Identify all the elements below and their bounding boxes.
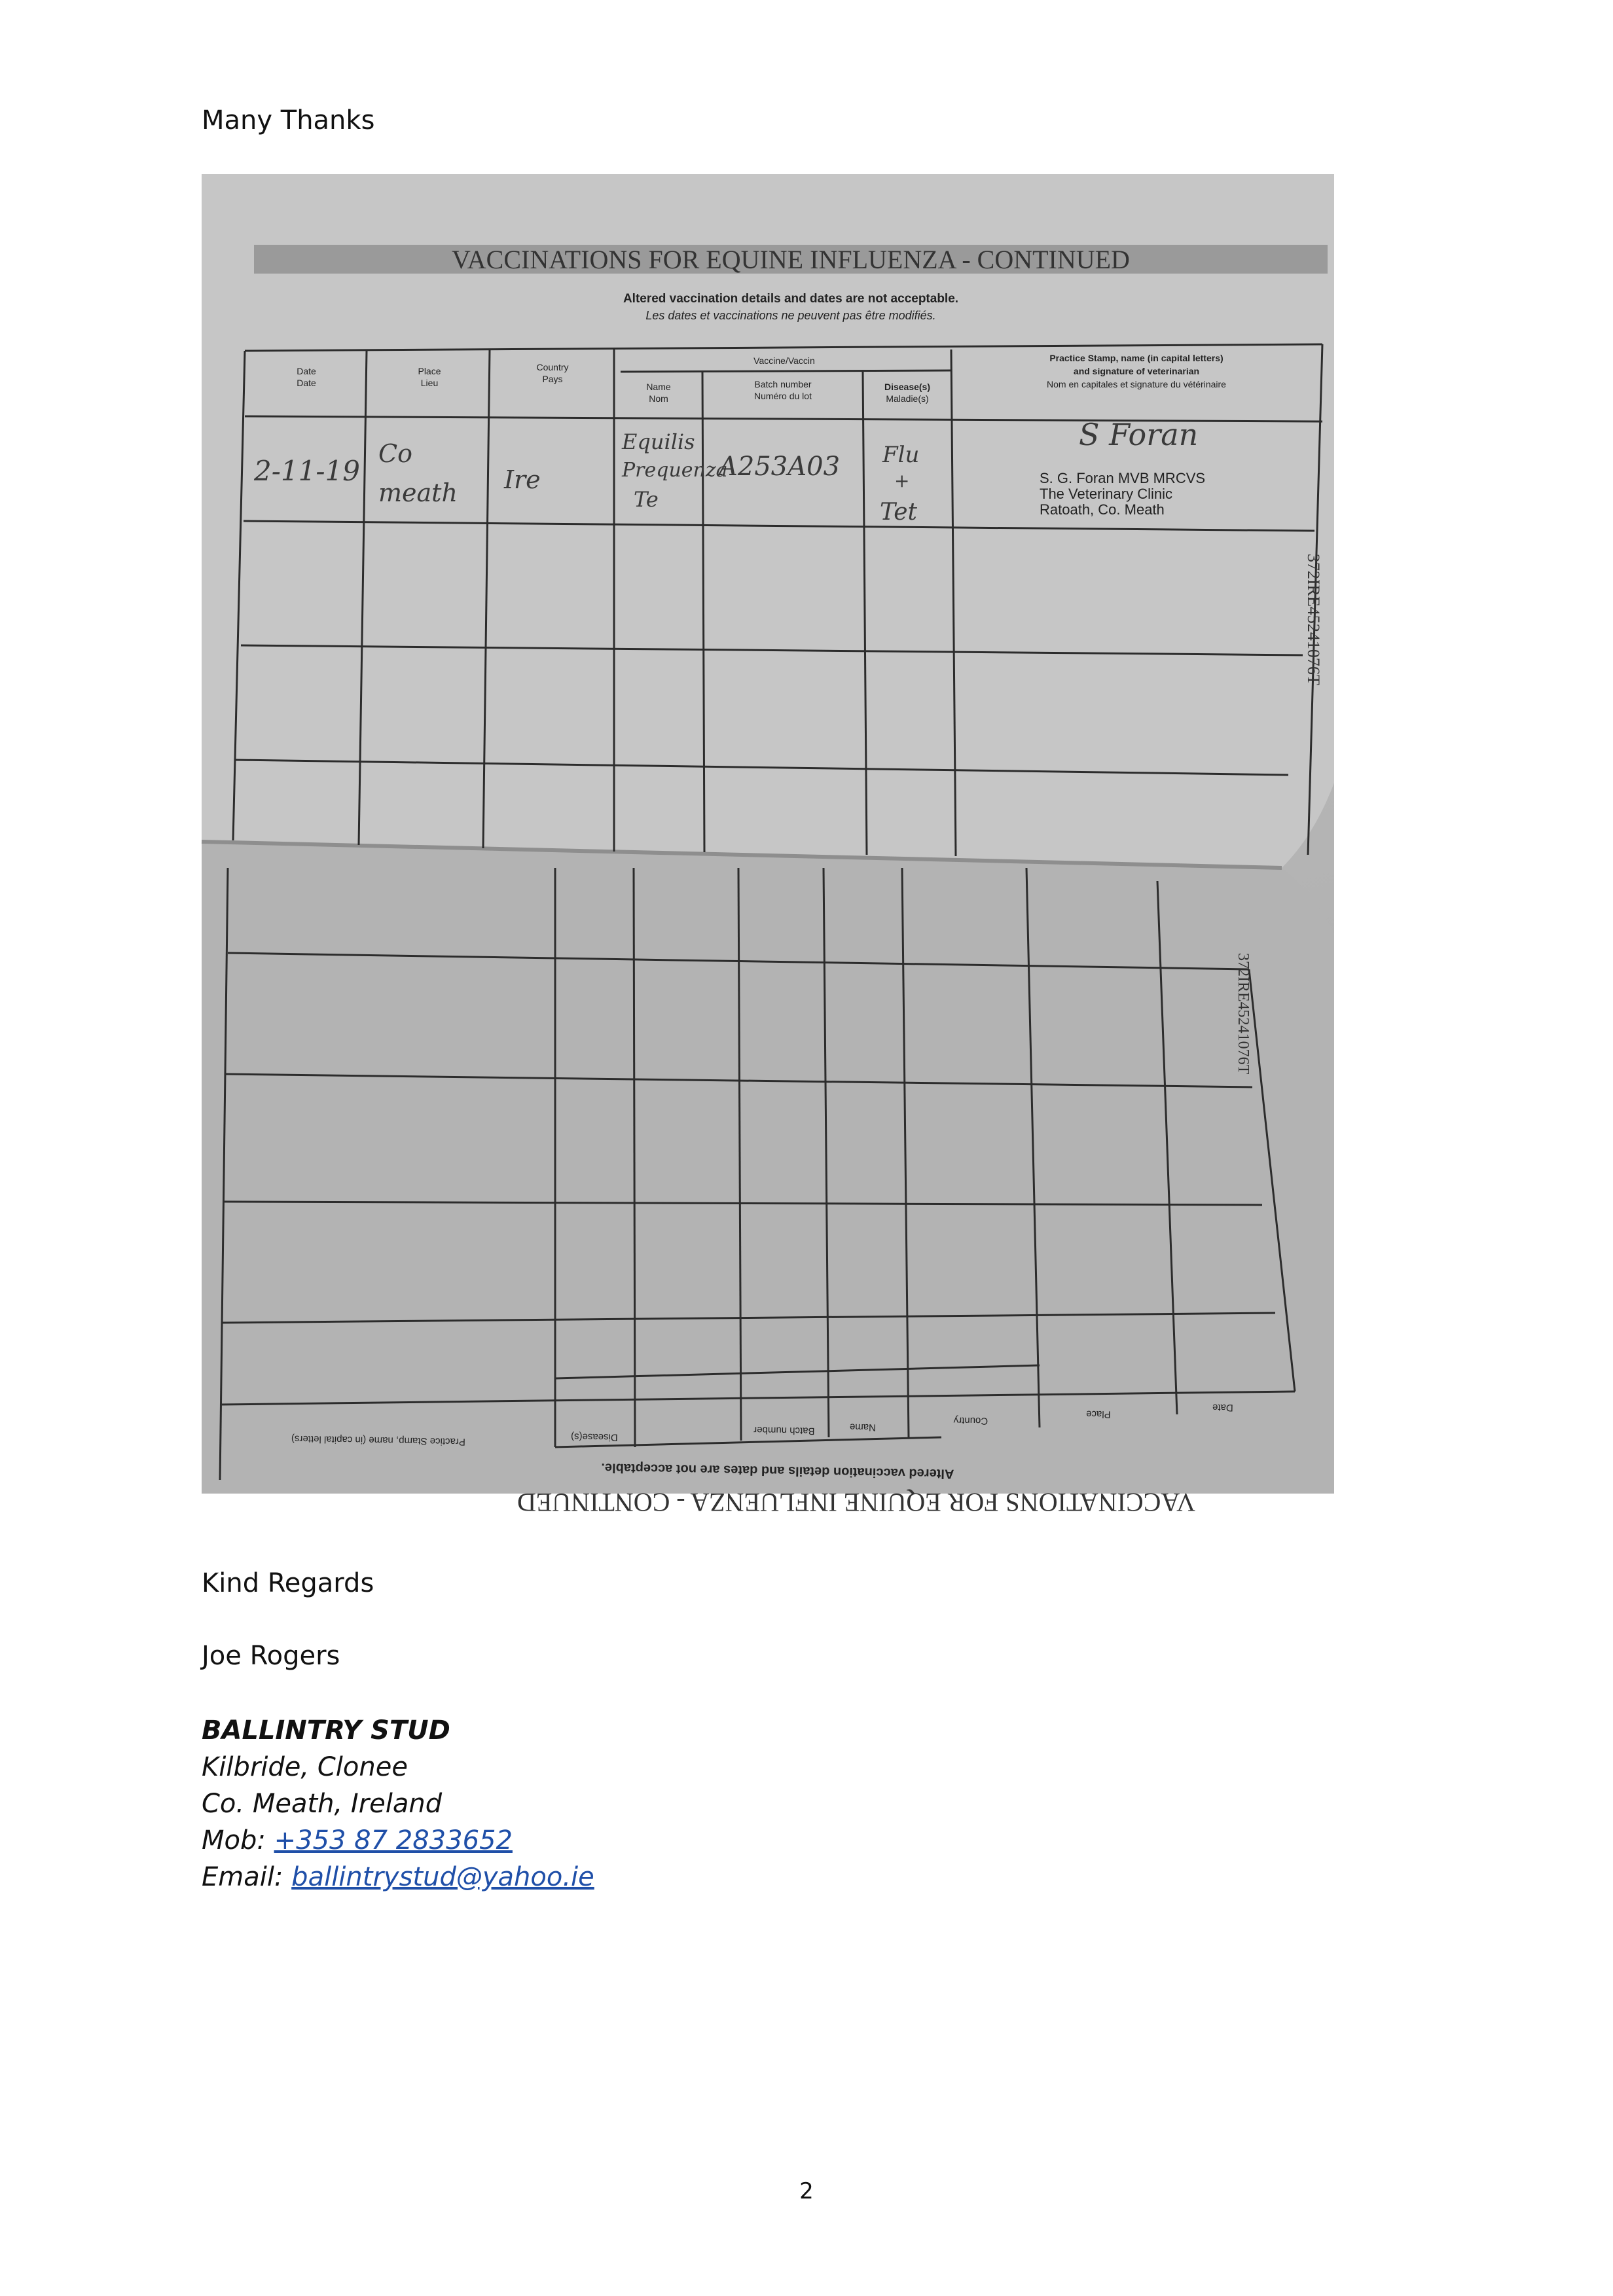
header-date: Date (297, 366, 316, 376)
flipped-header-date: Date (1212, 1401, 1233, 1414)
entry-country: Ire (504, 465, 541, 494)
banner-title: VACCINATIONS FOR EQUINE INFLUENZA - CONTINUED (452, 245, 1130, 274)
header-stamp-line1: Practice Stamp, name (in capital letters) (1049, 353, 1223, 363)
vet-signature: S Foran (1079, 417, 1199, 452)
notice-english: Altered vaccination details and dates are not acceptable. (623, 292, 959, 306)
mobile-row (202, 1822, 594, 1859)
header-vaccine: Vaccine/Vaccin (753, 355, 815, 366)
email-label: Email: (202, 1862, 292, 1892)
header-country-fr: Pays (542, 374, 563, 384)
flipped-banner-title: VACCINATIONS FOR EQUINE INFLUENZA - CONTINUED (517, 1488, 1195, 1517)
flipped-notice-english: Altered vaccination details and dates are not acceptable. (601, 1460, 954, 1481)
mobile-label: Mob: (202, 1825, 274, 1856)
page-number: 2 (799, 2178, 814, 2204)
signature-block (202, 1712, 594, 1895)
closing: Kind Regards (202, 1568, 374, 1598)
header-name: Name (646, 382, 671, 392)
flipped-header-name: Name (849, 1421, 877, 1433)
vet-stamp-clinic: The Veterinary Clinic (1040, 486, 1172, 502)
flipped-header-stamp: Practice Stamp, name (in capital letters) (291, 1433, 466, 1448)
header-stamp-line3: Nom en capitales et signature du vétérinaire (1047, 379, 1226, 389)
signer-name: Joe Rogers (202, 1641, 340, 1671)
entry-place-line1: Co (378, 439, 412, 468)
mobile-link[interactable]: +353 87 2833652 (274, 1825, 513, 1856)
vet-stamp-name: S. G. Foran MVB MRCVS (1040, 470, 1206, 486)
entry-vaccine-name-line2: Prequenza (622, 459, 728, 482)
header-disease: Disease(s) (884, 382, 931, 392)
notice-french: Les dates et vaccinations ne peuvent pas être modifiés. (645, 309, 936, 322)
vet-stamp-town: Ratoath, Co. Meath (1040, 501, 1165, 518)
entry-date: 2-11-19 (254, 455, 360, 487)
email-link[interactable]: ballintrystud@yahoo.ie (291, 1862, 594, 1892)
header-place-fr: Lieu (420, 378, 439, 388)
header-date-fr: Date (297, 378, 316, 388)
serial-number-top: 372IRE45241076T (1304, 554, 1323, 685)
header-place: Place (418, 366, 441, 376)
entry-place-line2: meath (378, 478, 458, 507)
entry-vaccine-name-line3: Te (634, 487, 659, 512)
greeting: Many Thanks (202, 105, 375, 135)
flipped-header-place: Place (1086, 1408, 1111, 1420)
header-disease-fr: Maladie(s) (886, 393, 929, 404)
entry-batch: A253A03 (719, 452, 841, 482)
flipped-header-country: Country (953, 1414, 988, 1427)
email-row (202, 1859, 594, 1895)
header-batch-fr: Numéro du lot (754, 391, 812, 401)
header-name-fr: Nom (649, 393, 668, 404)
entry-disease-line2: + (894, 470, 910, 492)
company-name: BALLINTRY STUD (202, 1715, 450, 1746)
entry-disease-line1: Flu (882, 442, 920, 468)
flipped-header-batch: Batch number (753, 1424, 815, 1437)
address-line-2: Co. Meath, Ireland (202, 1789, 443, 1819)
address-line-1: Kilbride, Clonee (202, 1752, 408, 1782)
header-stamp-line2: and signature of veterinarian (1073, 366, 1200, 376)
flipped-header-disease: Disease(s) (570, 1431, 618, 1443)
serial-number-bottom: 372IRE45241076T (1235, 953, 1252, 1075)
header-country: Country (536, 362, 569, 372)
entry-disease-line3: Tet (880, 499, 917, 526)
entry-vaccine-name-line1: Equilis (622, 429, 695, 454)
header-batch: Batch number (754, 379, 812, 389)
passport-photo (202, 174, 1334, 1517)
